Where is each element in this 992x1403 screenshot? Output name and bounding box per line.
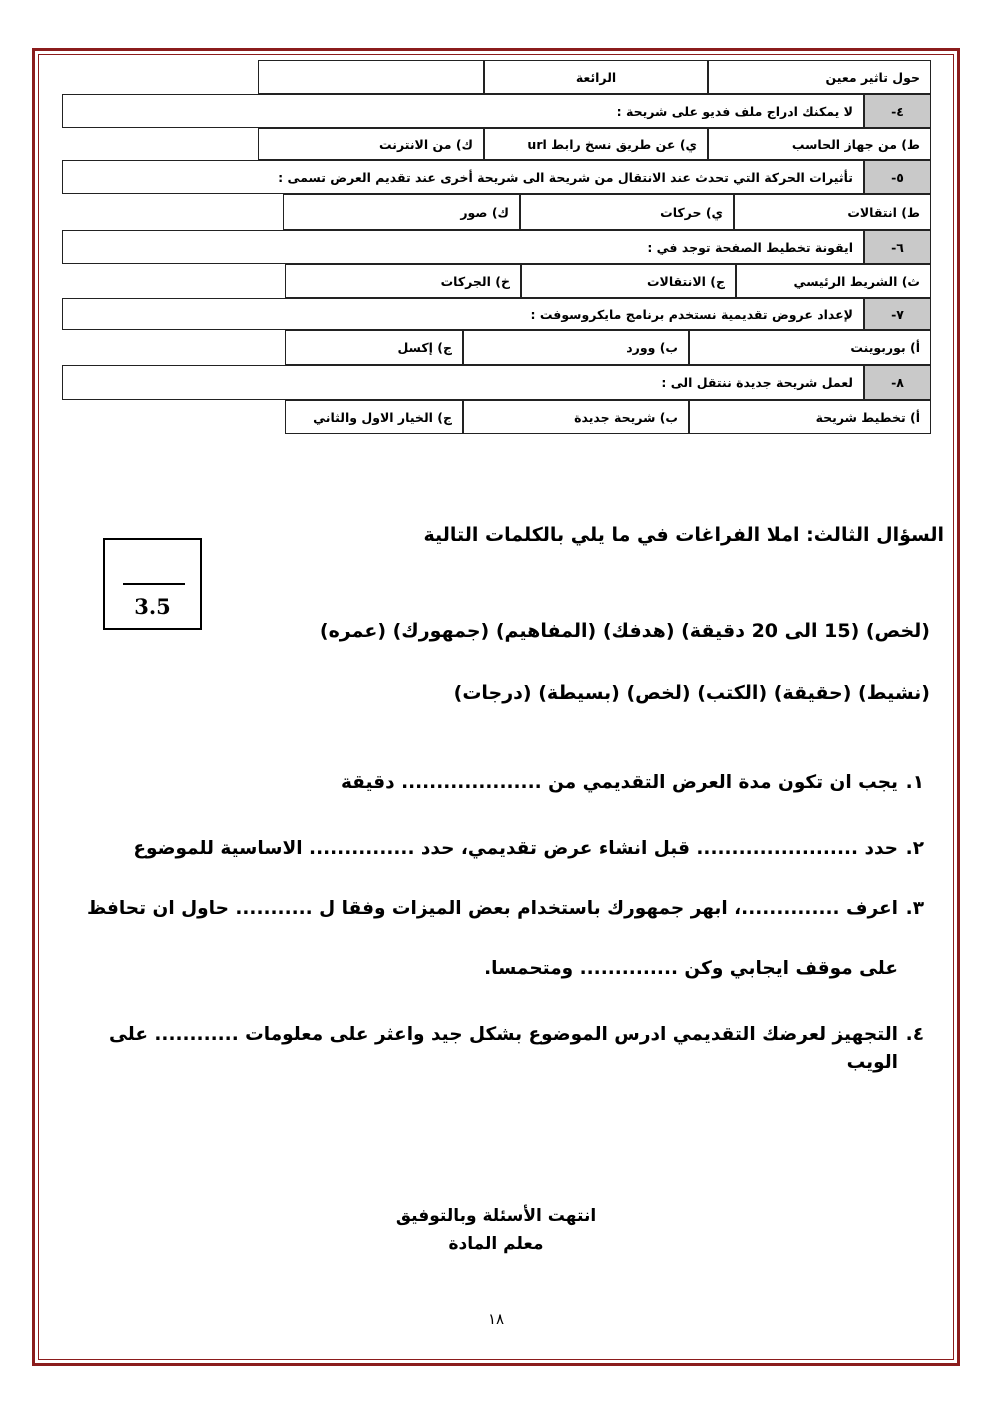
option-cell: خ) الجركات xyxy=(285,264,521,298)
item-number: ١. xyxy=(905,772,924,793)
options-row-4 xyxy=(258,128,931,160)
item-number: ٣. xyxy=(905,898,924,919)
score-value: 3.5 xyxy=(134,594,171,619)
section-title: السؤال الثالث: املا الفراغات في ما يلي بالكلمات التالية xyxy=(423,524,944,546)
question-number: ٨- xyxy=(864,365,931,400)
option-cell: ب) وورد xyxy=(463,330,689,365)
option-cell: أ) تخطيط شريحة xyxy=(689,400,931,434)
question-row-7 xyxy=(62,298,931,330)
item-text: التجهيز لعرضك التقديمي ادرس الموضوع بشكل جيد واعثر على معلومات ............ على xyxy=(109,1024,898,1045)
teacher-label: معلم المادة xyxy=(448,1234,544,1254)
fill-item xyxy=(341,772,924,793)
option-cell xyxy=(258,60,484,94)
score-box xyxy=(103,538,202,630)
option-cell: ك) من الانترنت xyxy=(258,128,484,160)
option-cell: حول تاثير معين xyxy=(708,60,931,94)
question-text: تأثيرات الحركة التي تحدث عند الانتقال من شريحة الى شريحة أخرى عند تقديم العرض تسمى : xyxy=(62,160,864,194)
option-cell: ي) عن طريق نسخ رابط url xyxy=(484,128,708,160)
option-cell: ج) الانتقالات xyxy=(521,264,736,298)
options-row-5 xyxy=(283,194,931,230)
item-text: حدد ....................... قبل انشاء عرض تقديمي، حدد ............... الاساسية للموضوع xyxy=(133,838,898,859)
option-cell: ي) حركات xyxy=(520,194,734,230)
options-row-8 xyxy=(285,400,931,434)
fill-item xyxy=(133,838,924,859)
score-line xyxy=(123,583,185,585)
question-number: ٤- xyxy=(864,94,931,128)
option-cell: الرائعة xyxy=(484,60,708,94)
option-cell: ك) صور xyxy=(283,194,520,230)
question-number: ٧- xyxy=(864,298,931,330)
item-number: ٤. xyxy=(905,1024,924,1045)
fill-item xyxy=(109,1024,924,1045)
word-bank-line-1: (لخص) (15 الى 20 دقيقة) (هدفك) (المفاهيم) (جمهورك) (عمره) xyxy=(319,620,930,642)
question-row-4 xyxy=(62,94,931,128)
item-text: على موقف ايجابي وكن .............. ومتحمسا. xyxy=(484,958,898,979)
item-number: ٢. xyxy=(905,838,924,859)
fill-item xyxy=(484,958,924,979)
option-cell: أ) بوربوينت xyxy=(689,330,931,365)
question-row-8 xyxy=(62,365,931,400)
question-number: ٦- xyxy=(864,230,931,264)
item-text: يجب ان تكون مدة العرض التقديمي من .................... دقيقة xyxy=(340,772,898,793)
question-text: لعمل شريحة جديدة ننتقل الى : xyxy=(62,365,864,400)
option-cell: ج) إكسل xyxy=(285,330,463,365)
item-text: اعرف ..............، ابهر جمهورك باستخدام بعض الميزات وفقا ل ........... حاول ان تحافظ xyxy=(86,898,898,919)
options-row-7 xyxy=(285,330,931,365)
options-row-6 xyxy=(285,264,931,298)
question-text: لا يمكنك ادراج ملف فديو على شريحة : xyxy=(62,94,864,128)
question-number: ٥- xyxy=(864,160,931,194)
question-row-5 xyxy=(62,160,931,194)
option-cell: ط) انتقالات xyxy=(734,194,931,230)
fill-item xyxy=(847,1052,924,1073)
item-text: الويب xyxy=(846,1052,898,1073)
table-row xyxy=(258,60,931,94)
fill-item xyxy=(87,898,924,919)
word-bank-line-2: (نشيط) (حقيقة) (الكتب) (لخص) (بسيطة) (درجات) xyxy=(453,682,930,704)
question-text: ايقونة تخطيط الصفحة توجد في : xyxy=(62,230,864,264)
question-text: لإعداد عروض تقديمية نستخدم برنامج مايكروسوفت : xyxy=(62,298,864,330)
option-cell: ب) شريحة جديدة xyxy=(463,400,689,434)
option-cell: ج) الخيار الاول والثاني xyxy=(285,400,463,434)
page-number: ١٨ xyxy=(487,1310,505,1328)
option-cell: ط) من جهاز الحاسب xyxy=(708,128,931,160)
option-cell: ث) الشريط الرئيسي xyxy=(736,264,931,298)
closing-text: انتهت الأسئلة وبالتوفيق xyxy=(395,1206,597,1226)
question-row-6 xyxy=(62,230,931,264)
